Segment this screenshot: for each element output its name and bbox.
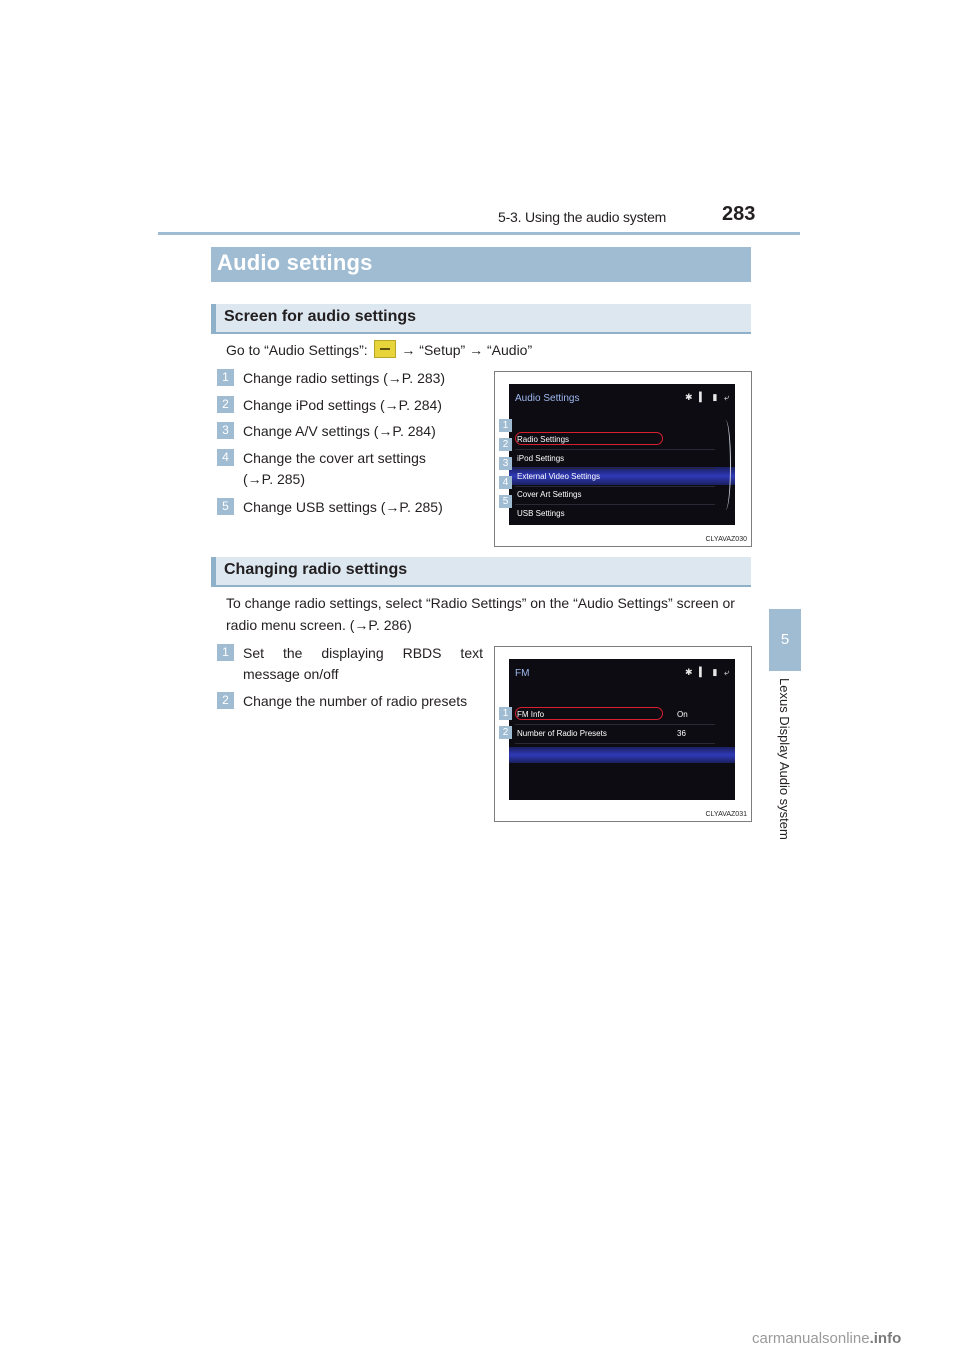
fm-settings-screenshot (494, 646, 752, 822)
audio-settings-screenshot (494, 371, 752, 547)
row-divider (515, 468, 715, 469)
item-text: Set the displaying RBDS text message on/off (243, 645, 483, 682)
callout-badge: 4 (499, 476, 512, 489)
callout-badge: 1 (499, 419, 512, 432)
header-rule (158, 232, 800, 235)
item-text: Change iPod settings (→P. 284) (243, 397, 442, 413)
intro-text-start: Go to “Audio Settings”: (226, 342, 368, 358)
selection-highlight (509, 747, 735, 763)
watermark-suffix: .info (869, 1330, 902, 1347)
item-number: 2 (217, 692, 234, 709)
item-text: Change USB settings (→P. 285) (243, 499, 443, 515)
main-title: Audio settings (217, 250, 373, 275)
page-number: 283 (722, 203, 756, 225)
row-divider (515, 486, 715, 487)
item-number: 3 (217, 422, 234, 439)
screen-title: FM (515, 668, 530, 679)
item-text: Change the cover art settings (→P. 285) (243, 450, 426, 487)
callout-badge: 5 (499, 495, 512, 508)
item-text: Change radio settings (→P. 283) (243, 370, 446, 386)
screen-title: Audio Settings (515, 393, 580, 404)
screen-row-ipod-settings: iPod Settings (517, 454, 565, 463)
screen-row-radio-presets-value: 36 (677, 729, 686, 738)
section-intro (226, 339, 532, 361)
item-number: 4 (217, 449, 234, 466)
intro-text-end: → “Setup” → “Audio” (401, 342, 533, 358)
screen-row-usb-settings: USB Settings (517, 509, 565, 518)
item-text: Change A/V settings (→P. 284) (243, 423, 436, 439)
screen-row-radio-presets: Number of Radio Presets (517, 729, 607, 738)
screen-row-fm-info-value: On (677, 710, 688, 719)
main-title-bar (211, 247, 751, 282)
image-caption: CLYAVAZ031 (705, 811, 747, 818)
screen-row-radio-settings: Radio Settings (517, 435, 570, 444)
callout-badge: 2 (499, 726, 512, 739)
screen-row-external-video-settings: External Video Settings (517, 472, 601, 481)
row-divider (515, 504, 715, 505)
row-divider (515, 743, 715, 744)
item-text: Change the number of radio presets (243, 693, 468, 709)
section-intro: To change radio settings, select “Radio Settings” on the “Audio Settings” screen or radio menu screen. (→P. 286) (226, 595, 735, 633)
row-divider (515, 449, 715, 450)
scroll-arc (720, 420, 731, 510)
section-heading-bar (211, 304, 751, 332)
running-header-section: 5-3. Using the audio system (498, 209, 667, 225)
row-divider (515, 724, 715, 725)
footer-watermark (752, 1330, 901, 1347)
section-heading-bar (211, 557, 751, 585)
item-number: 1 (217, 644, 234, 661)
item-number: 1 (217, 369, 234, 386)
callout-badge: 3 (499, 457, 512, 470)
item-number: 5 (217, 498, 234, 515)
menu-icon (374, 340, 396, 358)
watermark-prefix: carmanualsonline (752, 1330, 870, 1347)
section-heading: Screen for audio settings (224, 308, 417, 325)
display-screen (509, 384, 735, 525)
callout-badge: 1 (499, 707, 512, 720)
display-screen (509, 659, 735, 800)
callout-badge: 2 (499, 438, 512, 451)
image-caption: CLYAVAZ030 (705, 536, 747, 543)
chapter-title: Lexus Display Audio system (777, 678, 792, 840)
status-icons: ✱ ▍ ▮ ⤶ (685, 667, 731, 677)
screen-row-fm-info: FM Info (517, 710, 545, 719)
section-heading: Changing radio settings (224, 561, 408, 578)
screen-row-cover-art-settings: Cover Art Settings (517, 490, 582, 499)
chapter-number: 5 (780, 631, 790, 648)
status-icons: ✱ ▍ ▮ ⤶ (685, 392, 731, 402)
item-number: 2 (217, 396, 234, 413)
